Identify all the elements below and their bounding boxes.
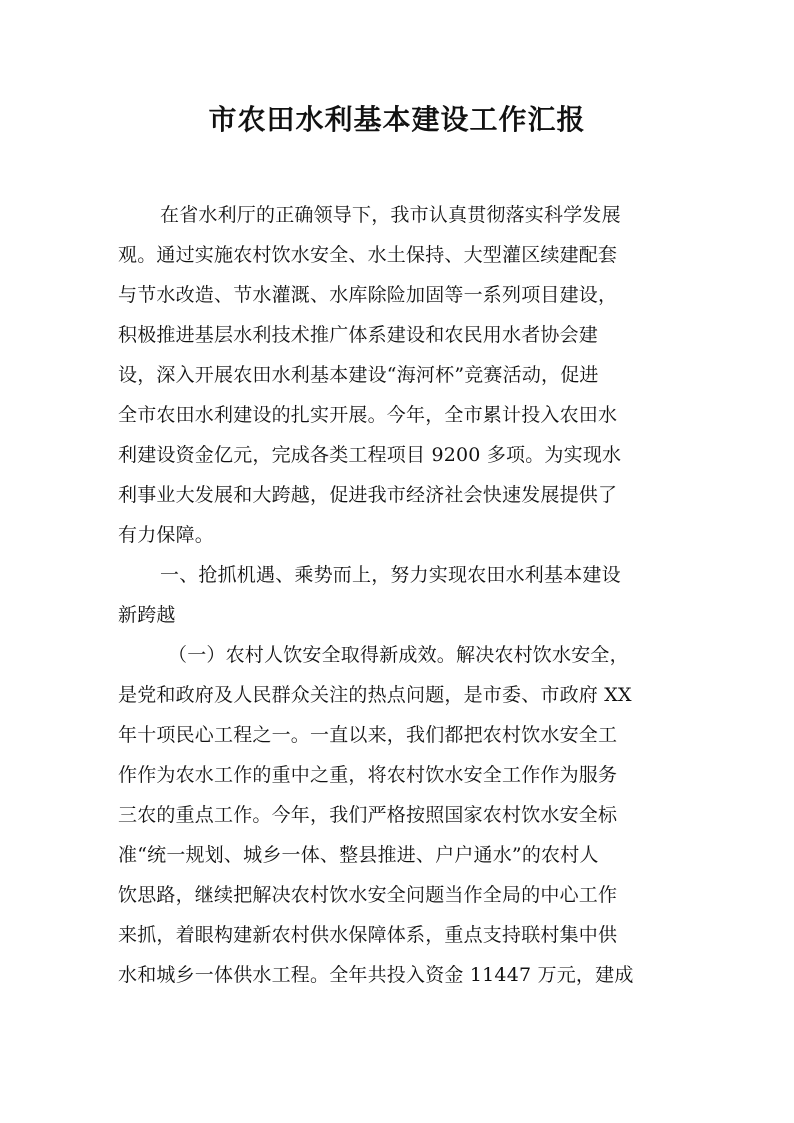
paragraph-line: 与节水改造、节水灌溉、水库除险加固等一系列项目建设， (118, 284, 618, 306)
paragraph-line: 观。通过实施农村饮水安全、水土保持、大型灌区续建配套 (118, 244, 618, 266)
paragraph-line: 三农的重点工作。今年，我们严格按照国家农村饮水安全标 (118, 804, 618, 826)
section-heading-line: 一、抢抓机遇、乘势而上，努力实现农田水利基本建设 (160, 564, 621, 586)
paragraph-line: 是党和政府及人民群众关注的热点问题，是市委、市政府 XX (118, 684, 632, 706)
paragraph-line: 在省水利厅的正确领导下，我市认真贯彻落实科学发展 (160, 204, 621, 226)
paragraph-line: 准“统一规划、城乡一体、整县推进、户户通水”的农村人 (118, 844, 599, 866)
document-title: 市农田水利基本建设工作汇报 (208, 103, 586, 136)
paragraph-line: 来抓，着眼构建新农村供水保障体系，重点支持联村集中供 (118, 924, 618, 946)
paragraph-line: 利建设资金亿元，完成各类工程项目 9200 多项。为实现水 (118, 444, 622, 466)
paragraph-line: 积极推进基层水利技术推广体系建设和农民用水者协会建 (118, 324, 599, 346)
paragraph-line: （一）农村人饮安全取得新成效。解决农村饮水安全， (168, 644, 629, 666)
paragraph-line: 全市农田水利建设的扎实开展。今年，全市累计投入农田水 (118, 404, 618, 426)
paragraph-line: 利事业大发展和大跨越，促进我市经济社会快速发展提供了 (118, 484, 618, 506)
section-heading-line: 新跨越 (118, 604, 176, 626)
paragraph-line: 水和城乡一体供水工程。全年共投入资金 11447 万元，建成 (118, 964, 634, 986)
paragraph-line: 年十项民心工程之一。一直以来，我们都把农村饮水安全工 (118, 724, 618, 746)
paragraph-line: 饮思路，继续把解决农村饮水安全问题当作全局的中心工作 (118, 884, 618, 906)
paragraph-line: 作作为农水工作的重中之重，将农村饮水安全工作作为服务 (118, 764, 618, 786)
paragraph-line: 有力保障。 (118, 524, 215, 546)
paragraph-line: 设，深入开展农田水利基本建设“海河杯”竞赛活动，促进 (118, 364, 599, 386)
